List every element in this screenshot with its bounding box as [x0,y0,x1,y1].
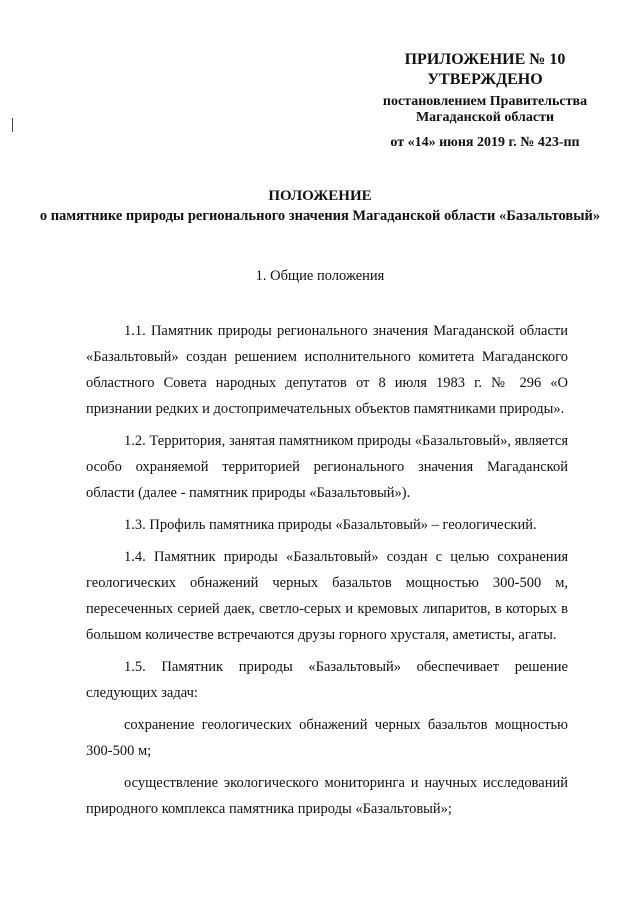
paragraph-1-1: 1.1. Памятник природы регионального значения Магаданской области «Базальтовый» создан решением исполнительного комитета Магаданского областного Совета народных депутатов от 8 июля 1983 г. № 296 «О признании редких и достопримечательных объектов памятниками природы». [86,323,568,417]
document-body [86,318,568,828]
paragraph-1-4: 1.4. Памятник природы «Базальтовый» создан с целью сохранения геологических обнажений черных базальтов мощностью 300-500 м, пересеченных серией даек, светло-серых и кремовых липаритов, в которых в большом количестве встречаются друзы горного хрусталя, аметисты, агаты. [86,549,568,643]
task-item-2: осуществление экологического мониторинга и научных исследований природного комплекса памятника природы «Базальтовый»; [86,775,568,817]
paragraph-1-3: 1.3. Профиль памятника природы «Базальтовый» – геологический. [124,517,537,533]
document-subtitle: о памятнике природы регионального значения Магаданской области «Базальтовый» [39,208,601,224]
resolution-text: постановлением Правительства Магаданской области [382,94,588,125]
appendix-title: ПРИЛОЖЕНИЕ № 10 [404,51,566,68]
document-heading: ПОЛОЖЕНИЕ [268,188,372,204]
section-title: 1. Общие положения [255,268,385,284]
paragraph-1-2: 1.2. Территория, занятая памятником природы «Базальтовый», является особо охраняемой территорией регионального значения Магаданской области (далее - памятник природы «Базальтовый»). [86,433,568,501]
paragraph-1-5: 1.5. Памятник природы «Базальтовый» обеспечивает решение следующих задач: [86,659,568,701]
scan-mark [12,118,13,132]
appendix-block [370,50,600,152]
document-header [20,186,620,225]
approval-label: УТВЕРЖДЕНО [427,71,543,88]
task-item-1: сохранение геологических обнажений черных базальтов мощностью 300-500 м; [86,717,568,759]
resolution-date: от «14» июня 2019 г. № 423-пп [390,135,580,150]
